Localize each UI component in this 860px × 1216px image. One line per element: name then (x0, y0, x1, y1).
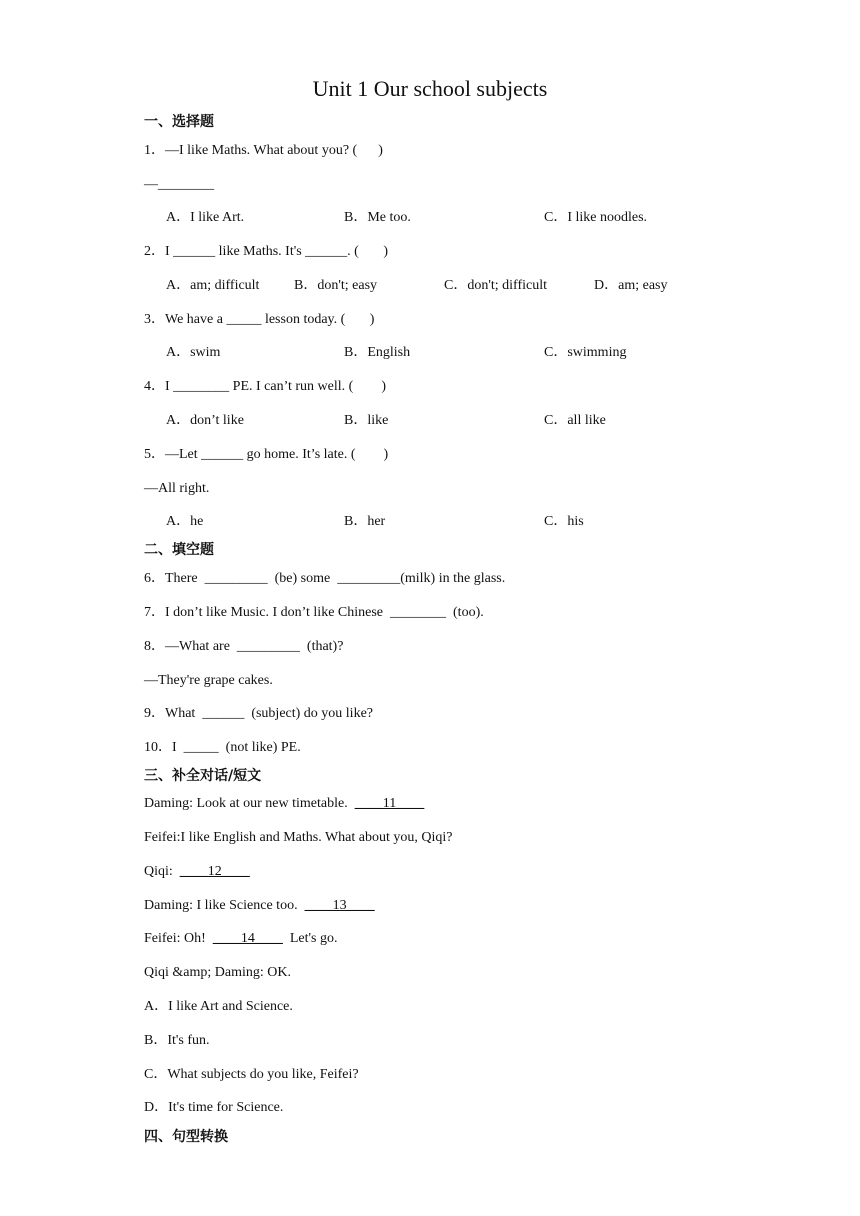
option-a: A．I like Art. (166, 210, 245, 225)
question-9: 9．What ______ (subject) do you like? (144, 706, 374, 721)
dialogue-line-2: Feifei:I like English and Maths. What about you, Qiqi? (144, 830, 453, 845)
blank-14: ____14____ (212, 931, 283, 946)
dialogue-line-6: Qiqi &amp; Daming: OK. (144, 965, 291, 980)
question-5-stem: 5．—Let ______ go home. It’s late. ( ) (144, 447, 389, 462)
question-2-stem: 2．I ______ like Maths. It's ______. ( ) (144, 244, 389, 259)
question-5-options (166, 512, 726, 532)
section-heading-choice: 一、选择题 (144, 114, 214, 130)
blank-12: ____12____ (179, 864, 250, 879)
option-c: C．all like (544, 413, 606, 428)
question-4-stem: 4．I ________ PE. I can’t run well. ( ) (144, 379, 386, 394)
option-b: B．her (344, 514, 386, 529)
answer-option-c: C．What subjects do you like, Feifei? (144, 1067, 359, 1082)
question-10: 10．I _____ (not like) PE. (144, 740, 301, 755)
dialogue-text: Qiqi: (144, 864, 180, 879)
option-c: C．swimming (544, 345, 627, 360)
option-a: A．he (166, 514, 204, 529)
question-2-options (166, 276, 726, 296)
question-3-options (166, 343, 726, 363)
question-8-reply: —They're grape cakes. (144, 673, 273, 688)
question-4-options (166, 411, 726, 431)
section-heading-fill: 二、填空题 (144, 542, 214, 558)
question-6: 6．There _________ (be) some _________(milk) in the glass. (144, 571, 506, 586)
section-heading-dialogue: 三、补全对话/短文 (144, 768, 262, 784)
question-7: 7．I don’t like Music. I don’t like Chinese ________ (too). (144, 605, 484, 620)
question-1-reply: —________ (144, 177, 214, 192)
section-heading-transform: 四、句型转换 (144, 1129, 228, 1145)
question-3-stem: 3．We have a _____ lesson today. ( ) (144, 312, 375, 327)
dialogue-text: Daming: Look at our new timetable. (144, 796, 355, 811)
option-b: B．don't; easy (294, 278, 378, 293)
option-c: C．I like noodles. (544, 210, 648, 225)
answer-option-a: A．I like Art and Science. (144, 999, 293, 1014)
question-8: 8．—What are _________ (that)? (144, 639, 344, 654)
option-c: C．his (544, 514, 584, 529)
option-d: D．am; easy (594, 278, 668, 293)
question-5-reply: —All right. (144, 481, 210, 496)
question-1-stem: 1．—I like Maths. What about you? ( ) (144, 143, 383, 158)
answer-option-b: B．It's fun. (144, 1033, 210, 1048)
dialogue-tail: Let's go. (282, 931, 338, 946)
dialogue-line-1 (144, 794, 424, 814)
blank-11: ____11____ (354, 796, 425, 811)
option-c: C．don't; difficult (444, 278, 547, 293)
option-a: A．don’t like (166, 413, 244, 428)
option-b: B．Me too. (344, 210, 411, 225)
dialogue-text: Feifei: Oh! (144, 931, 213, 946)
option-b: B．like (344, 413, 389, 428)
answer-option-d: D．It's time for Science. (144, 1100, 284, 1115)
blank-13: ____13____ (304, 898, 375, 913)
option-a: A．am; difficult (166, 278, 260, 293)
question-1-options (166, 208, 726, 228)
option-a: A．swim (166, 345, 221, 360)
option-b: B．English (344, 345, 411, 360)
dialogue-text: Daming: I like Science too. (144, 898, 305, 913)
dialogue-line-5 (144, 929, 337, 949)
dialogue-line-3 (144, 862, 250, 882)
page-title: Unit 1 Our school subjects (312, 76, 548, 101)
dialogue-line-4 (144, 896, 375, 916)
